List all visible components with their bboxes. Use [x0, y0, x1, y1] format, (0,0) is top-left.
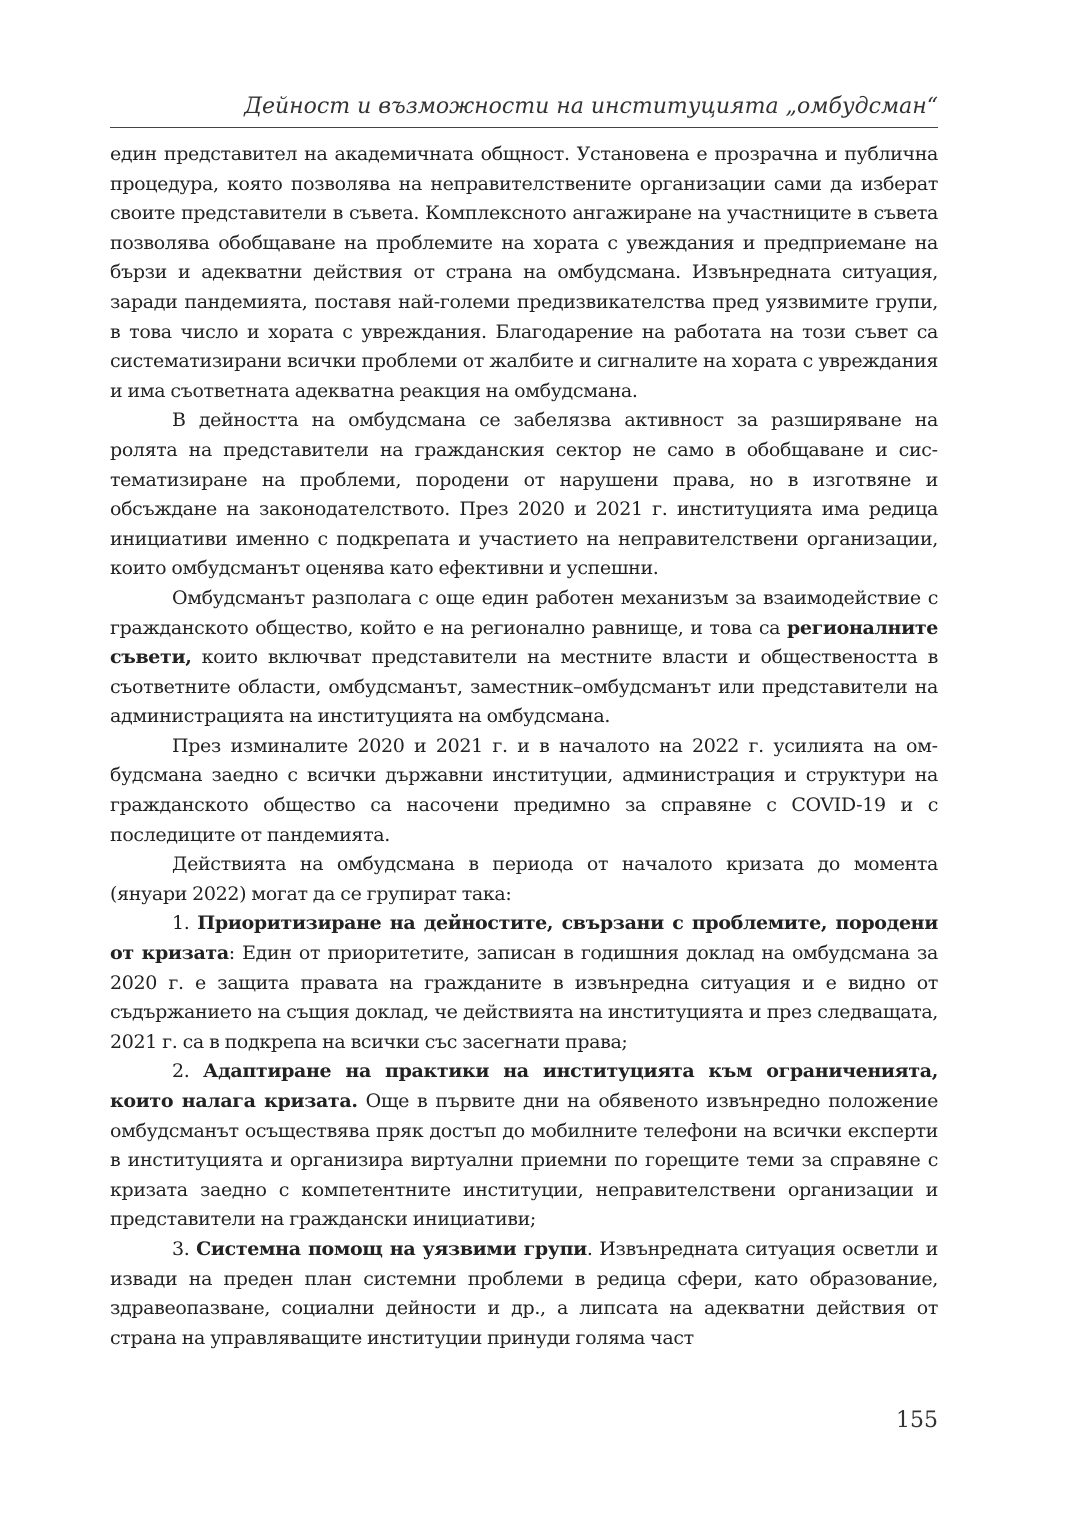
- list-item-2-text: Още в първите дни на обявеното извънредно положение омбудсманът осъществява пряк достъп до мобилните телефони на всички експерти в институцията и организира виртуални приемни по горещите теми за справяне с кризата заедно с компетентните институции, неправителствени организации и представители на граждански инициативи;: [110, 1090, 938, 1231]
- list-item-3-text: . Извънредната ситуация осветли и извади на преден план системни проблеми в редица сфери, като образование, здравеопазване, социални дейности и др., а липсата на адекватни действия от страна на управляващите институции принуди голяма част: [110, 1237, 938, 1349]
- running-header: Дейност и възможности на институцията „омбудсман“: [244, 94, 938, 119]
- list-item-1-number: 1.: [172, 912, 198, 935]
- list-item-2: [110, 1057, 938, 1235]
- page-number: 155: [896, 1408, 938, 1433]
- regional-councils-text-before: Омбудсманът разполага с още един работен механизъм за взаимодействие с гражданското общество, който е на регионално равнище, и това са: [110, 586, 938, 639]
- paragraph-continuation: един представител на академичната общност. Установена е прозрачна и публична процедура, която позволява на неправителствените организации сами да изберат своите представители в съвета. Комплексното ангажиране на участниците в съвета позволява обобщаване на проблемите на хората с увеждания и предприемане на бързи и адекватни действия от страна на омбудсмана. Извънредната ситуация, заради пандемията, поставя най-големи предизвикателства пред уязвимите групи, в това число и хората с увреждания. Благодарение на работата на този съвет са систематизирани всички проблеми от жалбите и сигналите на хората с увреждания и има съответната адекватна реакция на омбудсмана.: [110, 143, 938, 402]
- list-item-2-heading: Адаптиране на практики на институцията към ограниченията, които налага кризата.: [110, 1060, 938, 1112]
- regional-councils-text-after: които включват представители на местните власти и обществеността в съответните области, омбудсманът, заместник–омбудсманът или представители на администрацията на институцията на омбудсмана.: [110, 646, 938, 728]
- list-item-3-heading: Системна помощ на уязвими групи: [196, 1237, 587, 1260]
- body-text: [110, 140, 938, 1353]
- header-rule: [110, 127, 938, 128]
- regional-councils-bold: регионалните съвети,: [110, 616, 938, 669]
- list-item-1-text: : Един от приоритетите, записан в годишния доклад на омбудсмана за 2020 г. е защита правата на гражданите в извънредна ситуация и е видно от съдържанието на същия доклад, че действията на институцията и през следващата, 2021 г. са в подкрепа на всички със засегнати права;: [110, 942, 939, 1053]
- paragraph-covid: През изминалите 2020 и 2021 г. и в началото на 2022 г. усилията на омбудсмана заедно с всички държавни институции, администрация и структури на гражданското общество са насочени предимно за справяне с COVID-19 и с последиците от пандемията.: [110, 734, 938, 846]
- list-item-3: [110, 1235, 938, 1353]
- paragraph-actions-intro: Действията на омбудсмана в периода от началото кризата до момента (януари 2022) могат да се групират така:: [110, 853, 938, 905]
- paragraph-regional-councils: [110, 584, 938, 732]
- list-item-1-heading: Приоритизиране на дейностите, свързани с проблемите, породени от кризата: [110, 912, 938, 965]
- list-item-1: [110, 909, 938, 1057]
- list-item-3-number: 3.: [172, 1237, 197, 1260]
- list-item-2-number: 2.: [172, 1060, 203, 1083]
- paragraph-civil-sector: В дейността на омбудсмана се забелязва активност за разширяване на ролята на представители на гражданския сектор не само в обобщаване и систематизиране на проблеми, породени от нарушени права, но в изготвяне и обсъждане на законодателството. През 2020 и 2021 г. институцията има редица инициативи именно с подкрепата и участието на неправителствени организации, които омбудсманът оценява като ефективни и успешни.: [110, 409, 938, 580]
